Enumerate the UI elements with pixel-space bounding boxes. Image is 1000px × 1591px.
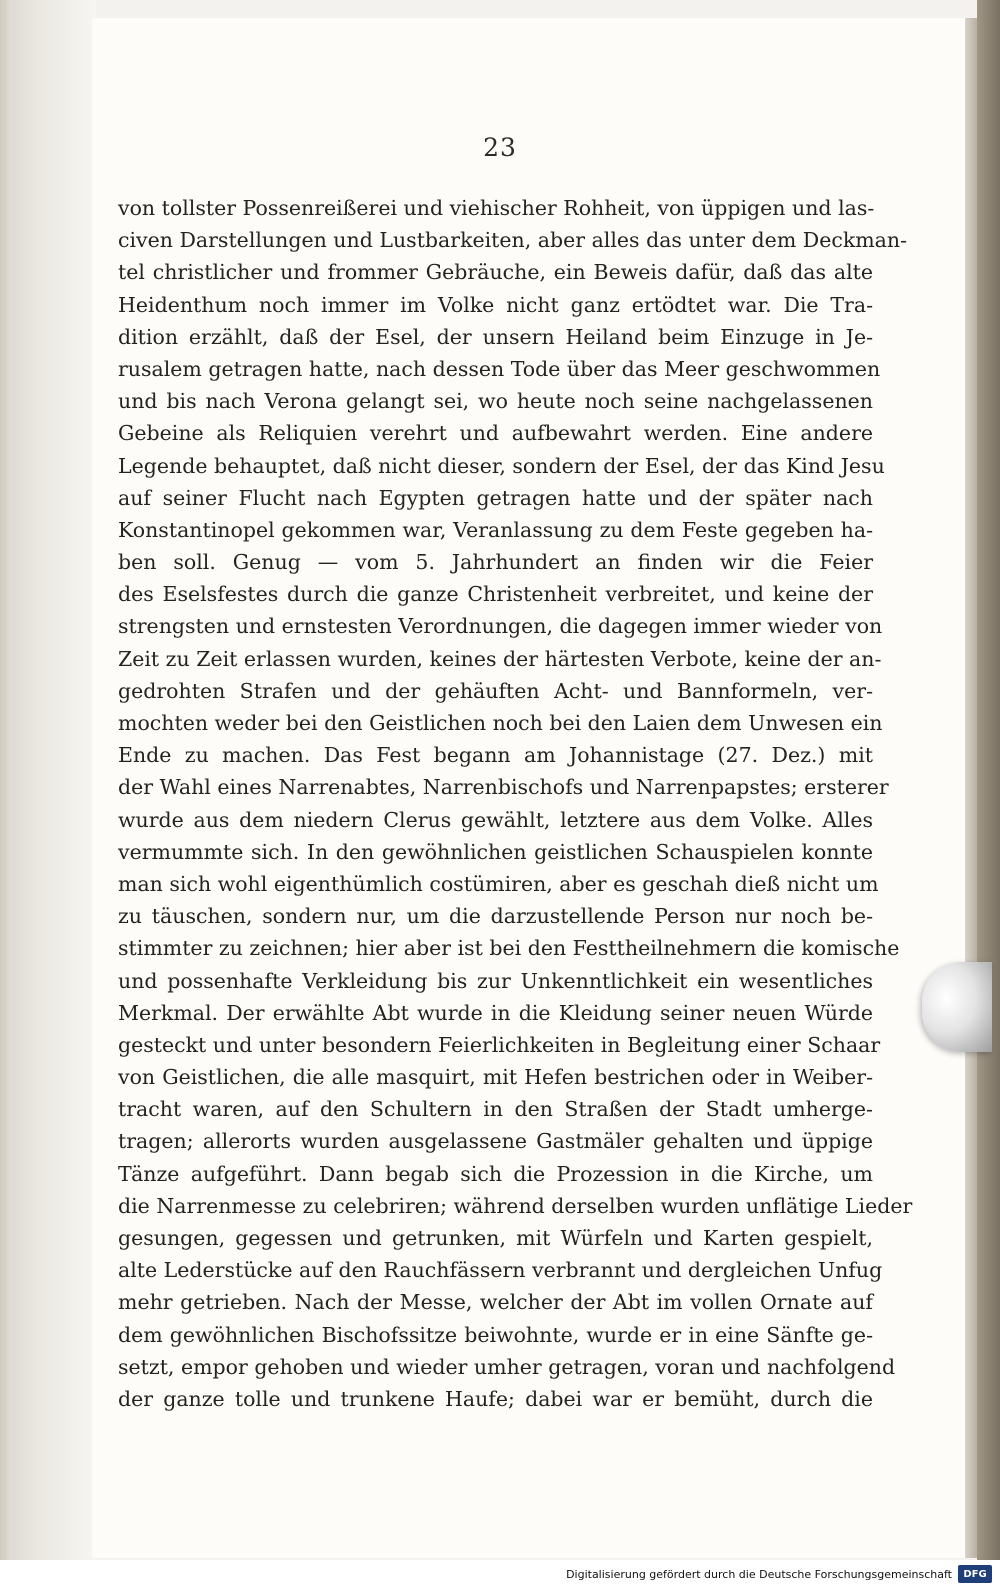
- dfg-logo: DFG: [958, 1565, 992, 1583]
- text-line: von Geistlichen, die alle masquirt, mit Hefen bestrichen oder in Weiber-: [118, 1065, 873, 1090]
- text-line: gesteckt und unter besondern Feierlichkeiten in Begleitung einer Schaar: [118, 1032, 881, 1057]
- text-line: Gebeine als Reliquien verehrt und aufbewahrt werden. Eine andere: [118, 421, 873, 446]
- text-line: tragen; allerorts wurden ausgelassene Gastmäler gehalten und üppige: [118, 1129, 873, 1154]
- text-line: der ganze tolle und trunkene Haufe; dabei war er bemüht, durch die: [118, 1386, 873, 1411]
- text-line: Merkmal. Der erwählte Abt wurde in die Kleidung seiner neuen Würde: [118, 1000, 873, 1025]
- text-line: die Narrenmesse zu celebriren; während derselben wurden unflätige Lieder: [118, 1193, 913, 1218]
- text-line: vermummte sich. In den gewöhnlichen geistlichen Schauspielen konnte: [118, 839, 873, 864]
- book-side: [977, 0, 1000, 1560]
- text-line: zu täuschen, sondern nur, um die darzustellende Person nur noch be-: [118, 904, 873, 929]
- text-line: man sich wohl eigenthümlich costümiren, aber es geschah dieß nicht um: [118, 871, 879, 896]
- text-line: Tänze aufgeführt. Dann begab sich die Prozession in die Kirche, um: [118, 1161, 873, 1186]
- text-line: von tollster Possenreißerei und viehischer Rohheit, von üppigen und las-: [118, 196, 875, 220]
- text-line: mochten weder bei den Geistlichen noch bei den Laien dem Unwesen ein: [118, 711, 883, 735]
- text-line: rusalem getragen hatte, nach dessen Tode über das Meer geschwommen: [118, 356, 881, 381]
- text-line: setzt, empor gehoben und wieder umher getragen, voran und nachfolgend: [118, 1354, 896, 1379]
- text-line: alte Lederstücke auf den Rauchfässern verbrannt und dergleichen Unfug: [118, 1258, 883, 1283]
- body-text: [118, 192, 913, 1415]
- page-holder-clip: [922, 962, 992, 1052]
- text-line: gesungen, gegessen und getrunken, mit Würfeln und Karten gespielt,: [118, 1226, 873, 1250]
- text-line: tracht waren, auf den Schultern in den Straßen der Stadt umherge-: [118, 1097, 873, 1122]
- text-line: der Wahl eines Narrenabtes, Narrenbischofs und Narrenpapstes; ersterer: [118, 775, 889, 800]
- footer-credit: Digitalisierung gefördert durch die Deutsche Forschungsgemeinschaft: [566, 1568, 952, 1581]
- page-number: 23: [483, 133, 517, 162]
- text-line: gedrohten Strafen und der gehäuften Acht- und Bannformeln, ver-: [118, 678, 873, 703]
- text-line: dition erzählt, daß der Esel, der unsern Heiland beim Einzuge in Je-: [118, 324, 873, 349]
- text-line: ben soll. Genug — vom 5. Jahrhundert an finden wir die Feier: [118, 550, 873, 575]
- book-gutter: [0, 0, 96, 1560]
- text-line: stimmter zu zeichnen; hier aber ist bei den Festtheilnehmern die komische: [118, 936, 900, 961]
- text-line: dem gewöhnlichen Bischofssitze beiwohnte, wurde er in eine Sänfte ge-: [118, 1322, 873, 1347]
- text-line: Konstantinopel gekommen war, Veranlassung zu dem Feste gegeben ha-: [118, 517, 873, 542]
- text-line: Heidenthum noch immer im Volke nicht ganz ertödtet war. Die Tra-: [118, 292, 873, 317]
- text-line: mehr getrieben. Nach der Messe, welcher der Abt im vollen Ornate auf: [118, 1290, 873, 1315]
- text-line: Ende zu machen. Das Fest begann am Johannistage (27. Dez.) mit: [118, 743, 873, 768]
- text-line: Zeit zu Zeit erlassen wurden, keines der härtesten Verbote, keine der an-: [118, 646, 882, 671]
- gutter-edge: [0, 0, 12, 1560]
- text-line: auf seiner Flucht nach Egypten getragen hatte und der später nach: [118, 485, 873, 510]
- text-line: und possenhafte Verkleidung bis zur Unkenntlichkeit ein wesentliches: [118, 968, 873, 993]
- page-edge: [965, 18, 977, 1558]
- text-line: und bis nach Verona gelangt sei, wo heute noch seine nachgelassenen: [118, 389, 873, 414]
- text-line: strengsten und ernstesten Verordnungen, die dagegen immer wieder von: [118, 614, 883, 639]
- text-line: Legende behauptet, daß nicht dieser, sondern der Esel, der das Kind Jesu: [118, 453, 885, 478]
- text-line: des Eselsfestes durch die ganze Christenheit verbreitet, und keine der: [118, 582, 873, 607]
- text-line: civen Darstellungen und Lustbarkeiten, aber alles das unter dem Deckman-: [118, 228, 908, 253]
- text-line: tel christlicher und frommer Gebräuche, ein Beweis dafür, daß das alte: [118, 260, 873, 285]
- text-line: wurde aus dem niedern Clerus gewählt, letztere aus dem Volke. Alles: [118, 807, 873, 832]
